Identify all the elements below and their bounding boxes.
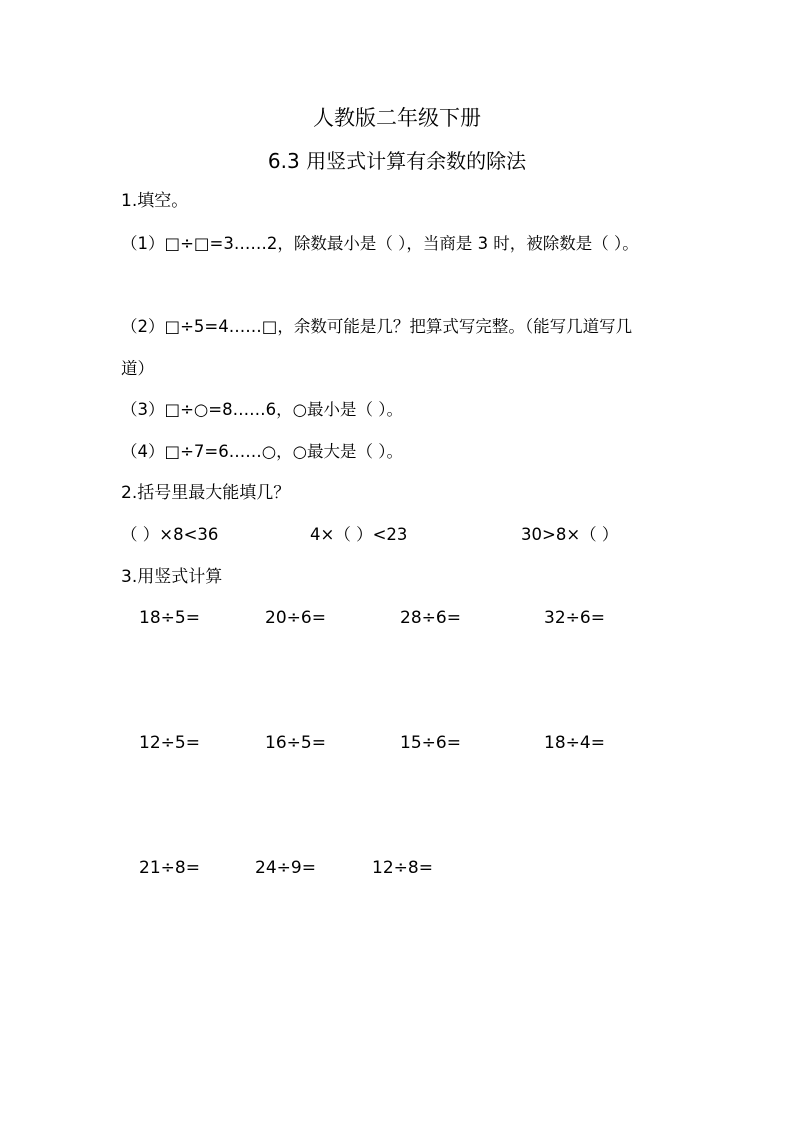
page-title: 人教版二年级下册 bbox=[313, 106, 481, 130]
question-1-1: （1）□÷□=3……2，除数最小是（ ），当商是 3 时，被除数是（ ）。 bbox=[121, 234, 639, 253]
division-problem: 12÷5= bbox=[139, 733, 200, 753]
division-problem: 20÷6= bbox=[265, 608, 326, 628]
section-2-heading: 2.括号里最大能填几？ bbox=[121, 483, 291, 503]
section-3-heading: 3.用竖式计算 bbox=[121, 567, 223, 587]
division-problem: 16÷5= bbox=[265, 733, 326, 753]
inequality-item: （ ）×8<36 bbox=[121, 525, 219, 544]
division-problem: 32÷6= bbox=[544, 608, 605, 628]
question-1-2-line1: （2）□÷5=4……□，余数可能是几？把算式写完整。（能写几道写几 bbox=[121, 317, 633, 336]
division-problem: 12÷8= bbox=[372, 858, 433, 878]
question-1-3: （3）□÷○=8……6，○最小是（ ）。 bbox=[121, 400, 404, 419]
division-problem: 18÷4= bbox=[544, 733, 605, 753]
inequality-item: 30>8×（ ） bbox=[521, 525, 619, 544]
division-problem: 21÷8= bbox=[139, 858, 200, 878]
division-problem: 15÷6= bbox=[400, 733, 461, 753]
question-1-2-line2: 道） bbox=[121, 359, 154, 378]
division-problem: 24÷9= bbox=[255, 858, 316, 878]
inequality-item: 4×（ ）<23 bbox=[310, 525, 408, 544]
division-problem: 28÷6= bbox=[400, 608, 461, 628]
section-1-heading: 1.填空。 bbox=[121, 191, 189, 211]
question-1-4: （4）□÷7=6……○，○最大是（ ）。 bbox=[121, 442, 404, 461]
page-subtitle: 6.3 用竖式计算有余数的除法 bbox=[267, 149, 527, 173]
division-problem: 18÷5= bbox=[139, 608, 200, 628]
